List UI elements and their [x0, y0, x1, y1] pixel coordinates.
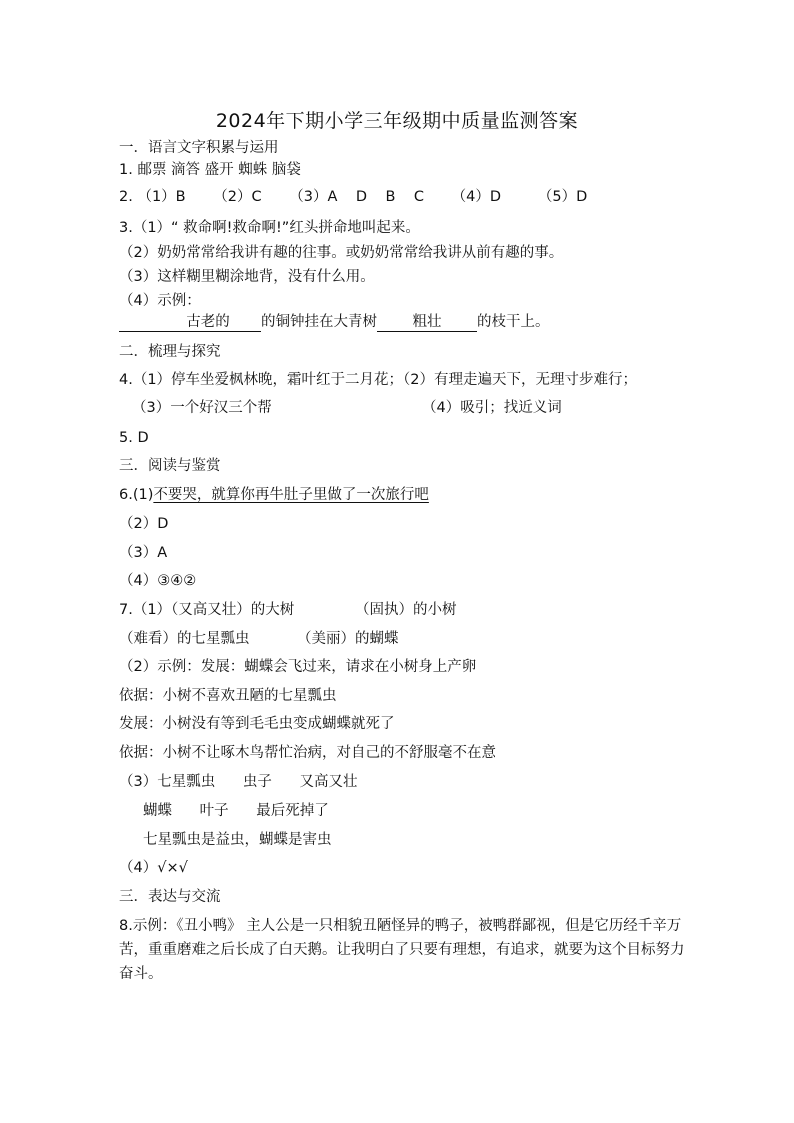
q7-4-answer: （4）√×√ — [119, 860, 188, 876]
q7-2-answer: （2）示例：发展：蝴蝶会飞过来，请求在小树身上产卵 — [119, 659, 477, 675]
q3-2-answer: （2）奶奶常常给我讲有趣的往事。或奶奶常常给我讲从前有趣的事。 — [119, 245, 564, 261]
q3-3-answer: （3）这样糊里糊涂地背，没有什么用。 — [119, 269, 375, 285]
q6-2-answer: （2）D — [119, 516, 169, 532]
q6-1-text: 不要哭，就算你再牛肚子里做了一次旅行吧 — [153, 487, 429, 503]
q5-answer: 5. D — [119, 430, 149, 446]
q1-answer: 1. 邮票 滴答 盛开 蜘蛛 脑袋 — [119, 162, 301, 178]
q3-4-fill-sentence — [119, 312, 550, 332]
q4-answer-part-4: （4）吸引；找近义词 — [422, 400, 562, 416]
q3-4-answer: （4）示例： — [119, 293, 201, 309]
q4-answer-part-3: （3）一个好汉三个帮 — [132, 400, 272, 416]
fill-mid-text: 的铜钟挂在大青树 — [261, 314, 377, 330]
q7-3b-answer: 蝴蝶 叶子 最后死掉了 — [143, 803, 329, 819]
section-2-heading: 二．梳理与探究 — [119, 344, 221, 360]
q7-1b-answer: （固执）的小树 — [355, 602, 457, 618]
q6-3-answer: （3）A — [119, 545, 168, 561]
fill-blank-1-text: 古老的 — [186, 314, 230, 330]
q7-2c-answer: 依据：小树不让啄木鸟帮忙治病，对自己的不舒服毫不在意 — [119, 745, 496, 761]
q4-answer-line-1: 4.（1）停车坐爱枫林晚，霜叶红于二月花；（2）有理走遍天下，无理寸步难行； — [119, 372, 638, 388]
q6-4-answer: （4）③④② — [119, 573, 197, 589]
fill-blank-2 — [377, 313, 477, 332]
section-3-heading: 三．阅读与鉴赏 — [119, 458, 221, 474]
q2-answer: 2. （1）B （2）C （3）A D B C （4）D （5）D — [119, 189, 588, 205]
q7-3c-answer: 七星瓢虫是益虫，蝴蝶是害虫 — [143, 832, 332, 848]
q7-1c-answer: （难看）的七星瓢虫 — [119, 631, 250, 647]
section-4-heading: 三．表达与交流 — [119, 889, 221, 905]
q7-1d-answer: （美丽）的蝴蝶 — [297, 631, 399, 647]
fill-blank-1 — [119, 313, 261, 332]
q7-3a-answer: （3）七星瓢虫 虫子 又高又壮 — [119, 774, 358, 790]
fill-blank-2-text: 粗壮 — [412, 314, 442, 330]
q6-1-prefix: 6.(1) — [119, 487, 154, 503]
q6-1-answer — [119, 485, 429, 505]
q7-2b-answer: 发展：小树没有等到毛毛虫变成蝴蝶就死了 — [119, 716, 395, 732]
fill-end-text: 的枝干上。 — [477, 314, 550, 330]
q3-1-answer: 3.（1）“ 救命啊!救命啊!”红头拼命地叫起来。 — [119, 220, 420, 236]
section-1-heading: 一．语言文字积累与运用 — [119, 140, 279, 156]
q7-1a-answer: 7.（1）（又高又壮）的大树 — [119, 602, 295, 618]
q7-2a-answer: 依据：小树不喜欢丑陋的七星瓢虫 — [119, 688, 337, 704]
q8-answer: 8.示例：《丑小鸭》 主人公是一只相貌丑陋怪异的鸭子，被鸭群鄙视，但是它历经千辛万苦，重重磨难之后长成了白天鹅。让我明白了只要有理想，有追求，就要为这个目标努力奋斗。 — [119, 918, 685, 982]
page-title: 2024年下期小学三年级期中质量监测答案 — [215, 110, 579, 132]
